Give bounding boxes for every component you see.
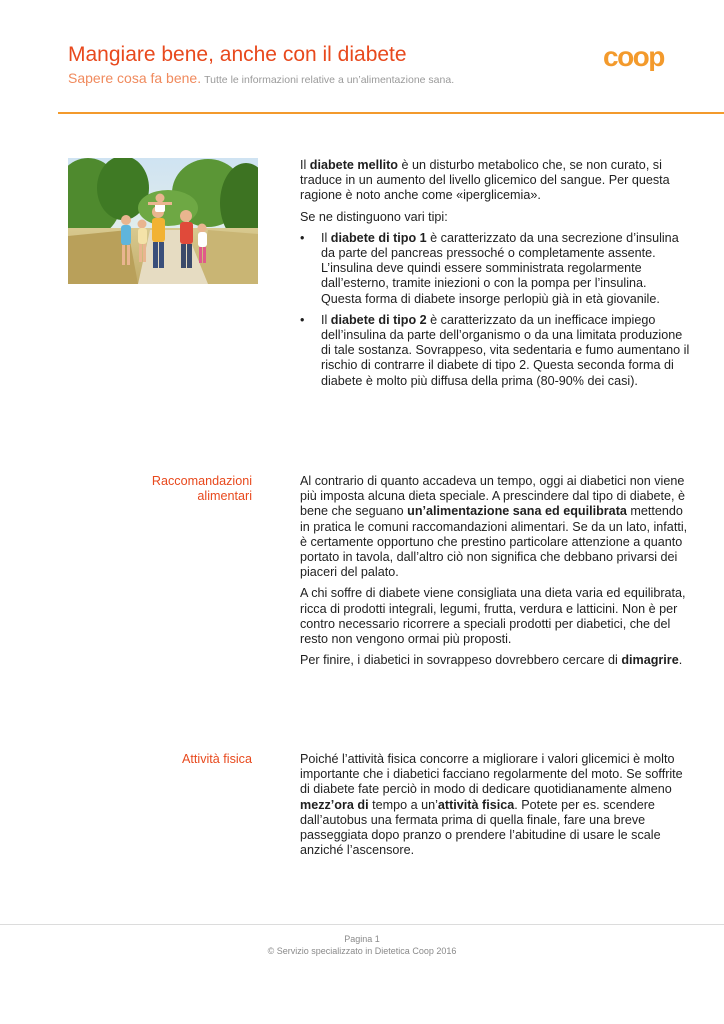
page-header (68, 42, 688, 89)
page-subtitle (68, 69, 688, 89)
raccomandazioni-section (300, 474, 690, 674)
page-title: Mangiare bene, anche con il diabete (68, 43, 407, 66)
footer-divider (0, 924, 724, 925)
section-label-attivita: Attività fisica (182, 752, 252, 766)
bullet-icon: • (300, 230, 305, 245)
term-attivita-fisica: attività fisica (437, 797, 515, 812)
header-divider (58, 112, 724, 114)
section-label-raccomandazioni: Raccomandazioni alimentari (151, 474, 252, 504)
term-diabete-mellito: diabete mellito (309, 158, 398, 172)
term-tipo-1: diabete di tipo 1 (330, 230, 427, 245)
raccomandazioni-paragraph-2: A chi soffre di diabete viene consigliata una dieta varia ed equilibrata, ricca di prodotti integrali, legumi, frutta, verdura e latticini. Non è per contro necessario ricorrere a speciali prodotti per diabetici, che del resto non vengono ormai più proposti. (300, 586, 686, 647)
diabetes-types-list (300, 231, 690, 389)
list-item: • Il diabete di tipo 1 è caratterizzato da una secrezione d’insulina da parte del pancreas pressoché o completamente assente. L’insulina deve quindi essere somministrata regolarmente dall’esterno, tramite iniezioni o con la pompa per l’insulina. Questa forma di diabete insorge perlopiù già in età giovanile. (300, 230, 679, 306)
intro-section (300, 158, 690, 395)
attivita-paragraph: Poiché l’attività fisica concorre a migliorare i valori glicemici è molto importante che i diabetici facciano regolarmente del moto. Se soffrite di diabete fate perciò in modo di dedicare quotidianamente almeno mezz’ora di tempo a un’attività fisica. Potete per es. scendere dall’autobus una fermata prima di quella finale, fare una breve passeggiata dopo pranzo o prendere l’abitudine di usare le scale anziché l’ascensore. (300, 752, 683, 858)
page-number: Pagina 1 (344, 934, 380, 944)
family-walking-photo (68, 158, 258, 284)
term-tipo-2: diabete di tipo 2 (330, 312, 427, 327)
types-intro: Se ne distinguono vari tipi: (300, 209, 448, 224)
raccomandazioni-paragraph-3: Per finire, i diabetici in sovrappeso dovrebbero cercare di dimagrire. (300, 653, 683, 668)
term-mezz-ora: mezz’ora di (300, 797, 369, 812)
list-item: • Il diabete di tipo 2 è caratterizzato da un inefficace impiego dell’insulina da parte dell’organismo o da una limitata produzione di tale sostanza. Sovrappeso, vita sedentaria e fumo aumentano il rischio di contrarre il diabete di tipo 2. Questa seconda forma di diabete è molto più diffusa della prima (80-90% dei casi). (300, 312, 690, 388)
subtitle-rest: Tutte le informazioni relative a un’alimentazione sana. (204, 74, 455, 86)
page-footer (0, 933, 724, 957)
logo-text: coop (603, 45, 664, 71)
term-dimagrire: dimagrire (621, 653, 679, 668)
intro-paragraph: Il diabete mellito è un disturbo metabolico che, se non curato, si traduce in un aumento del livello glicemico del sangue. Per questa ragione è noto anche come «iperglicemia». (300, 158, 670, 203)
subtitle-main: Sapere cosa fa bene. (68, 70, 202, 86)
copyright: © Servizio specializzato in Dietetica Coop 2016 (267, 946, 457, 956)
coop-logo (603, 45, 689, 71)
attivita-section (300, 752, 690, 864)
bullet-icon: • (300, 312, 305, 327)
term-alimentazione-sana: un’alimentazione sana ed equilibrata (407, 504, 627, 519)
raccomandazioni-paragraph-1: Al contrario di quanto accadeva un tempo, oggi ai diabetici non viene più imposta alcuna dieta speciale. A prescindere dal tipo di diabete, è bene che seguano un’alimentazione sana ed equilibrata mettendo in pratica le comuni raccomandazioni alimentari. Se da un lato, infatti, è certamente opportuno che prestino particolare attenzione a quanto portato in tavola, dall’altro ciò non significa che debbano privarsi dei piaceri del palato. (300, 474, 688, 580)
